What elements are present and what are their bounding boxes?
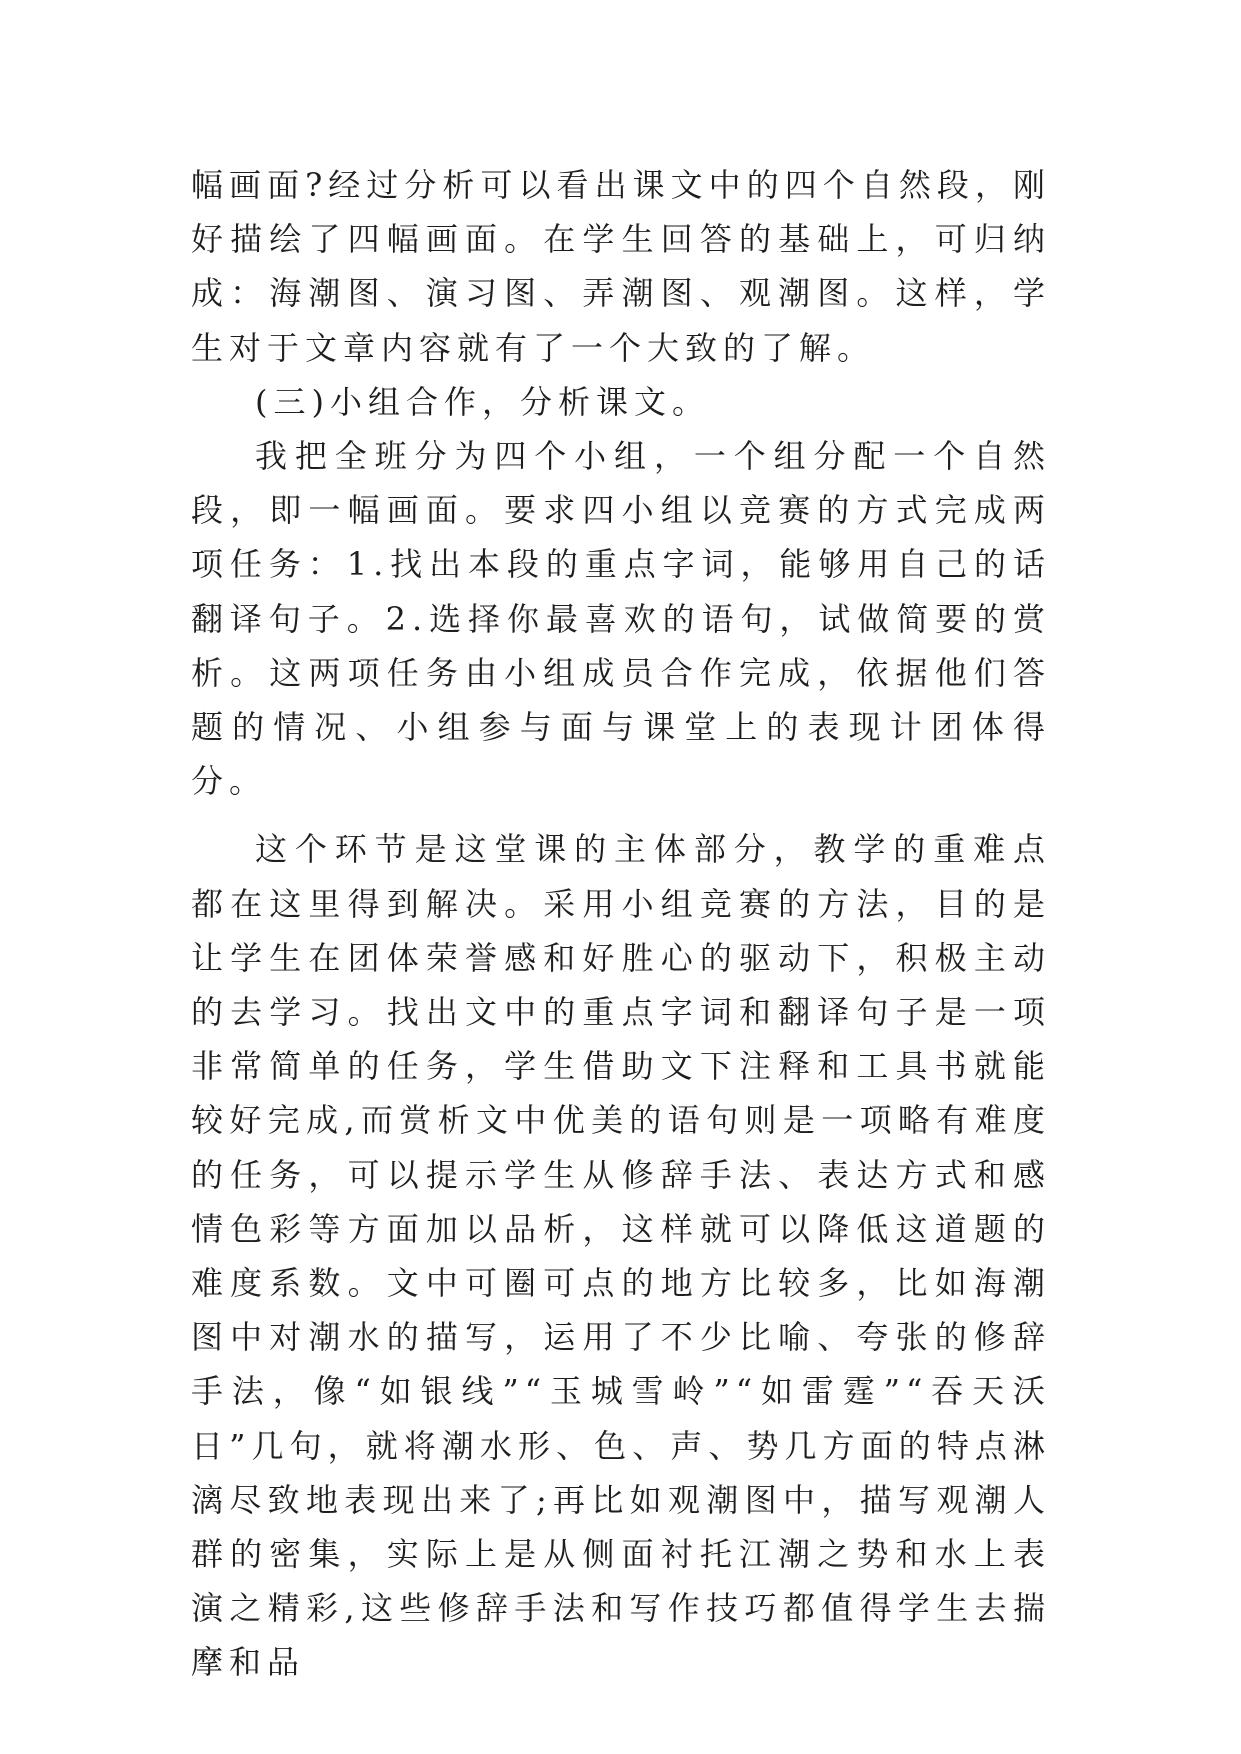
- paragraph-3: 我把全班分为四个小组，一个组分配一个自然段，即一幅画面。要求四小组以竞赛的方式完成两项任务：1.找出本段的重点字词，能够用自己的话翻译句子。2.选择你最喜欢的语句，试做简要的赏析。这两项任务由小组成员合作完成，依据他们答题的情况、小组参与面与课堂上的表现计团体得分。: [191, 437, 1051, 801]
- section-heading-3: (三)小组合作，分析课文。: [255, 382, 710, 421]
- paragraph-4: 这个环节是这堂课的主体部分，教学的重难点都在这里得到解决。采用小组竞赛的方法，目的是让学生在团体荣誉感和好胜心的驱动下，积极主动的去学习。找出文中的重点字词和翻译句子是一项非常简单的任务，学生借助文下注释和工具书就能较好完成,而赏析文中优美的语句则是一项略有难度的任务，可以提示学生从修辞手法、表达方式和感情色彩等方面加以品析，这样就可以降低这道题的难度系数。文中可圈可点的地方比较多，比如海潮图中对潮水的描写，运用了不少比喻、夸张的修辞手法，像“如银线”“玉城雪岭”“如雷霆”“吞天沃日”几句，就将潮水形、色、声、势几方面的特点淋漓尽致地表现出来了;再比如观潮图中，描写观潮人群的密集，实际上是从侧面衬托江潮之势和水上表演之精彩,这些修辞手法和写作技巧都值得学生去揣摩和品: [191, 830, 1051, 1682]
- document-body: [191, 158, 1051, 1690]
- paragraph-1: 幅画面?经过分析可以看出课文中的四个自然段，刚好描绘了四幅画面。在学生回答的基础上，可归纳成：海潮图、演习图、弄潮图、观潮图。这样，学生对于文章内容就有了一个大致的了解。: [191, 166, 1051, 367]
